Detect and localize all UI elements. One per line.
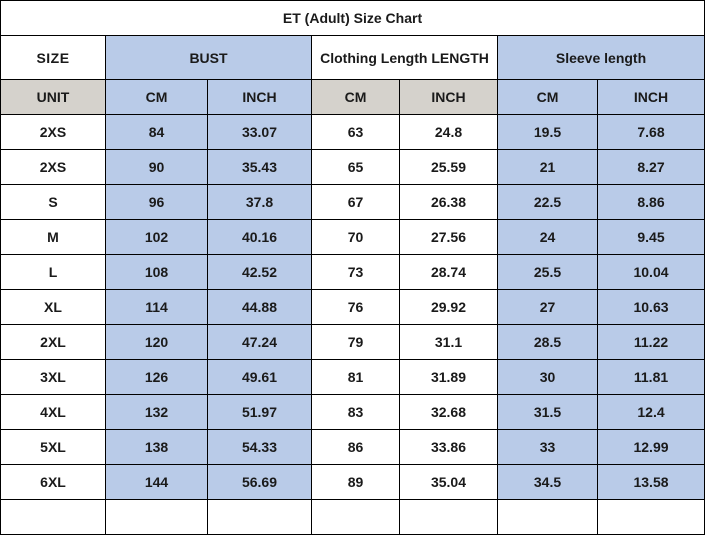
cell-sleeve-inch: 7.68 [598,115,705,150]
unit-header-row [1,80,705,115]
cell-length-cm: 89 [312,465,400,500]
table-row [1,465,705,500]
cell-length-inch: 24.8 [400,115,498,150]
header-sleeve-length: Sleeve length [498,36,705,80]
cell-size: 2XL [1,325,106,360]
cell-size: 2XS [1,150,106,185]
cell-length-cm: 83 [312,395,400,430]
title-row [1,1,705,36]
unit-bust-inch: INCH [208,80,312,115]
table-row [1,430,705,465]
unit-bust-cm: CM [106,80,208,115]
cell-sleeve-inch: 8.86 [598,185,705,220]
table-row [1,115,705,150]
cell-size: 6XL [1,465,106,500]
cell-bust-cm: 114 [106,290,208,325]
cell-length-inch: 26.38 [400,185,498,220]
table-row [1,290,705,325]
cell-bust-inch: 37.8 [208,185,312,220]
cell-sleeve-cm: 27 [498,290,598,325]
cell-sleeve-inch: 12.4 [598,395,705,430]
cell-sleeve-inch: 10.04 [598,255,705,290]
cell-length-inch: 31.89 [400,360,498,395]
cell-sleeve-cm: 31.5 [498,395,598,430]
table-row [1,395,705,430]
header-size: SIZE [1,36,106,80]
cell-bust-inch: 54.33 [208,430,312,465]
header-bust: BUST [106,36,312,80]
cell-bust-cm: 120 [106,325,208,360]
unit-sleeve-inch: INCH [598,80,705,115]
cell-bust-inch: 35.43 [208,150,312,185]
cell-length-inch: 33.86 [400,430,498,465]
table-row [1,185,705,220]
unit-label: UNIT [1,80,106,115]
cell-sleeve-inch: 11.81 [598,360,705,395]
cell-sleeve-cm: 24 [498,220,598,255]
cell-size: XL [1,290,106,325]
cell-bust-inch: 49.61 [208,360,312,395]
chart-title: ET (Adult) Size Chart [1,1,705,36]
cell-bust-inch: 56.69 [208,465,312,500]
cell-bust-inch: 40.16 [208,220,312,255]
cell-sleeve-inch: 9.45 [598,220,705,255]
cell-bust-cm: 96 [106,185,208,220]
cell-length-inch: 32.68 [400,395,498,430]
cell-size: S [1,185,106,220]
cell-length-cm: 65 [312,150,400,185]
cell-length-cm: 63 [312,115,400,150]
cell-bust-cm: 138 [106,430,208,465]
cell-bust-inch: 42.52 [208,255,312,290]
cell-size: 4XL [1,395,106,430]
cell-length-inch: 31.1 [400,325,498,360]
cell-size: 3XL [1,360,106,395]
cell-length-inch: 29.92 [400,290,498,325]
cell-length-cm: 67 [312,185,400,220]
cell-bust-inch: 47.24 [208,325,312,360]
unit-length-inch: INCH [400,80,498,115]
table-row [1,220,705,255]
cell-length-inch: 28.74 [400,255,498,290]
header-clothing-length: Clothing Length LENGTH [312,36,498,80]
table-bottom-partial-row [1,500,705,535]
cell-sleeve-cm: 34.5 [498,465,598,500]
cell-sleeve-inch: 13.58 [598,465,705,500]
tail-cell [400,500,498,535]
cell-size: 2XS [1,115,106,150]
table-row [1,255,705,290]
cell-bust-inch: 44.88 [208,290,312,325]
table-row [1,150,705,185]
tail-cell [312,500,400,535]
tail-cell [208,500,312,535]
unit-sleeve-cm: CM [498,80,598,115]
cell-size: M [1,220,106,255]
cell-bust-inch: 33.07 [208,115,312,150]
cell-length-cm: 73 [312,255,400,290]
tail-cell [498,500,598,535]
cell-sleeve-inch: 8.27 [598,150,705,185]
cell-length-inch: 35.04 [400,465,498,500]
cell-bust-inch: 51.97 [208,395,312,430]
tail-cell [598,500,705,535]
cell-sleeve-cm: 19.5 [498,115,598,150]
cell-length-cm: 79 [312,325,400,360]
cell-length-inch: 25.59 [400,150,498,185]
cell-length-cm: 76 [312,290,400,325]
cell-length-inch: 27.56 [400,220,498,255]
cell-size: L [1,255,106,290]
cell-sleeve-cm: 21 [498,150,598,185]
cell-sleeve-cm: 28.5 [498,325,598,360]
unit-length-cm: CM [312,80,400,115]
cell-bust-cm: 90 [106,150,208,185]
cell-bust-cm: 126 [106,360,208,395]
table-row [1,360,705,395]
tail-cell [106,500,208,535]
tail-cell [1,500,106,535]
cell-sleeve-cm: 25.5 [498,255,598,290]
cell-sleeve-inch: 12.99 [598,430,705,465]
cell-sleeve-cm: 33 [498,430,598,465]
cell-length-cm: 70 [312,220,400,255]
cell-length-cm: 81 [312,360,400,395]
cell-bust-cm: 132 [106,395,208,430]
cell-length-cm: 86 [312,430,400,465]
cell-bust-cm: 84 [106,115,208,150]
cell-bust-cm: 108 [106,255,208,290]
cell-sleeve-inch: 11.22 [598,325,705,360]
cell-sleeve-cm: 30 [498,360,598,395]
cell-size: 5XL [1,430,106,465]
cell-bust-cm: 102 [106,220,208,255]
cell-sleeve-inch: 10.63 [598,290,705,325]
table-row [1,325,705,360]
cell-sleeve-cm: 22.5 [498,185,598,220]
cell-bust-cm: 144 [106,465,208,500]
group-header-row [1,36,705,80]
